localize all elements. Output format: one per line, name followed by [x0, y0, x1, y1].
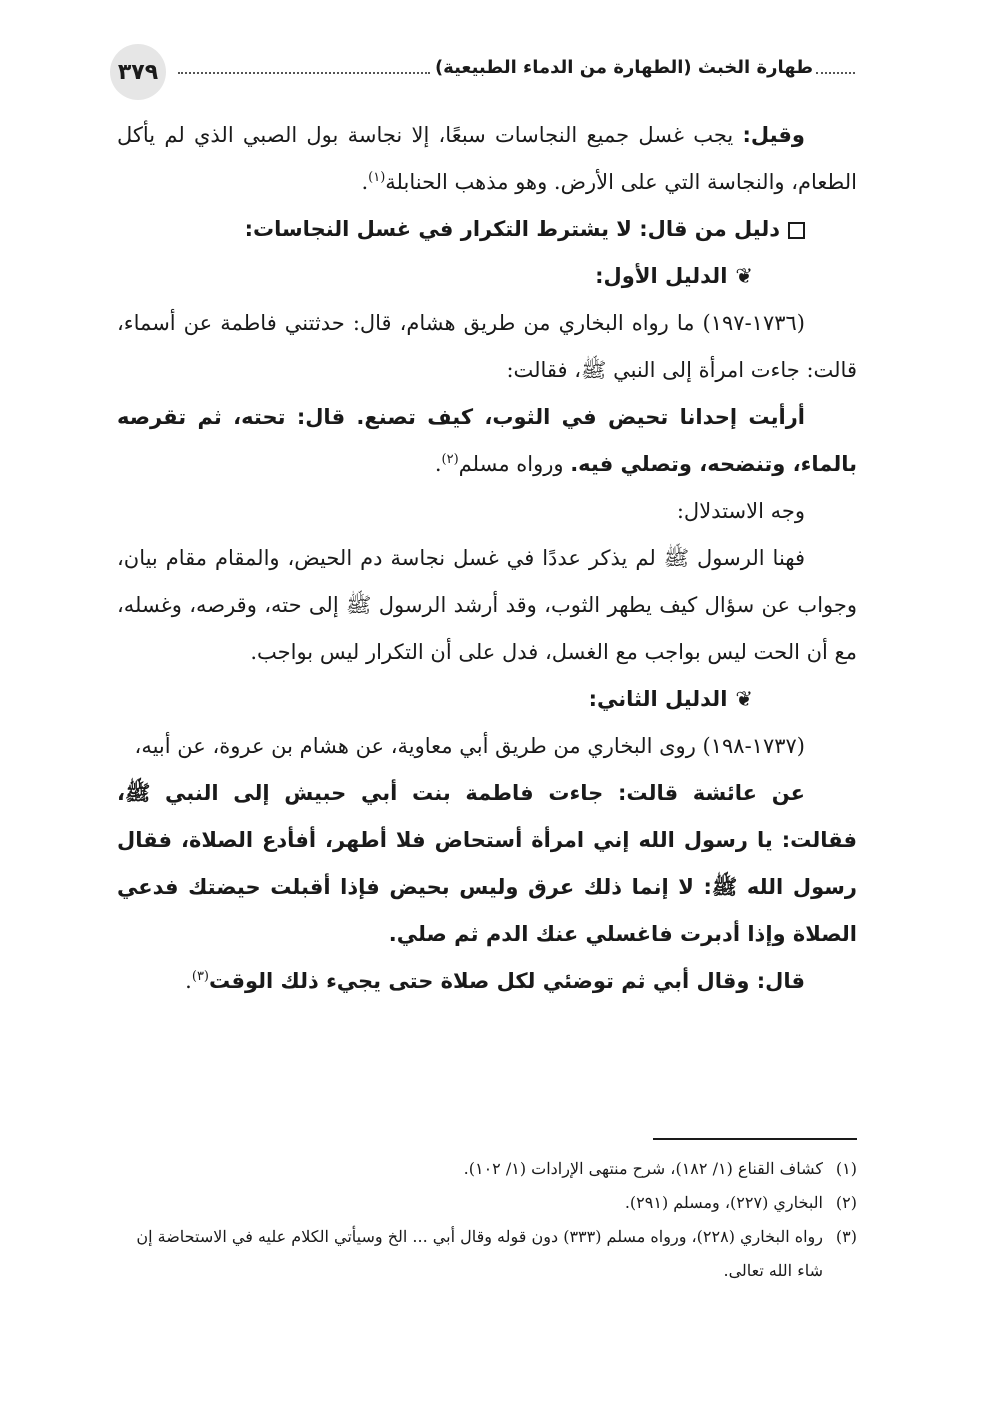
- main-text: [117, 112, 857, 1005]
- inference-text: فهنا الرسول ﷺ لم يذكر عددًا في غسل نجاسة دم الحيض، والمقام مقام بيان، وجواب عن سؤال كيف يطهر الثوب، وقد أرشد الرسول ﷺ إلى حته، وقرصه، وغسله، مع أن الحت ليس بواجب مع الغسل، فدل على أن التكرار ليس بواجب.: [117, 546, 857, 664]
- page-number: ٣٧٩: [110, 44, 166, 100]
- footnote-ref-2[interactable]: (٢): [441, 452, 459, 467]
- checkbox-square-icon: [788, 222, 805, 239]
- footnote-number: (٣): [835, 1227, 857, 1246]
- evidence-heading-2: [117, 676, 857, 723]
- section-heading-text: دليل من قال: لا يشترط التكرار في غسل النجاسات:: [244, 217, 780, 241]
- evidence-heading-2-text: الدليل الثاني:: [588, 687, 728, 711]
- footnote-2: [117, 1186, 857, 1220]
- footnote-text: رواه البخاري (٢٢٨)، ورواه مسلم (٣٣٣) دون قوله وقال أبي ... الخ وسيأتي الكلام عليه في الاستحاضة إن شاء الله تعالى.: [136, 1227, 823, 1280]
- footnote-ref-1[interactable]: (١): [368, 170, 386, 185]
- footnote-3: [117, 1220, 857, 1288]
- punct: .: [185, 969, 192, 993]
- footnote-text: البخاري (٢٢٧)، ومسلم (٢٩١).: [624, 1193, 823, 1212]
- paragraph-opinion: [117, 112, 857, 206]
- leaf-ornament-icon: ❦: [735, 687, 753, 711]
- footnote-1: [117, 1152, 857, 1186]
- punct: .: [361, 170, 369, 194]
- hadith-2-chain: (١٧٣٧-١٩٨) روى البخاري من طريق أبي معاوية، عن هشام بن عروة، عن أبيه،: [134, 734, 805, 758]
- hadith-1-chain: (١٧٣٦-١٩٧) ما رواه البخاري من طريق هشام، قال: حدثتني فاطمة عن أسماء، قالت: جاءت امرأة إلى النبي ﷺ، فقالت:: [117, 311, 857, 382]
- opinion-text: يجب غسل جميع النجاسات سبعًا، إلا نجاسة بول الصبي الذي لم يأكل الطعام، والنجاسة التي على الأرض. وهو مذهب الحنابلة: [117, 123, 857, 194]
- header-dotted-leader-right: [816, 72, 855, 74]
- punct: .: [434, 452, 442, 476]
- footnote-number: (٢): [835, 1193, 857, 1212]
- page-header: [110, 44, 855, 100]
- header-dotted-leader: [178, 72, 430, 74]
- evidence-heading-1-text: الدليل الأول:: [595, 264, 728, 288]
- running-title: طهارة الخبث (الطهارة من الدماء الطبيعية): [434, 57, 814, 78]
- hadith-1-matn: أرأيت إحدانا تحيض في الثوب، كيف تصنع. قال: تحته، ثم تقرصه بالماء، وتنضحه، وتصلي فيه.: [117, 405, 857, 476]
- footnotes: [117, 1152, 857, 1288]
- section-heading: [117, 206, 857, 253]
- hadith-2-addition: [117, 958, 857, 1005]
- footnote-number: (١): [835, 1159, 857, 1178]
- hadith-2-addition-text: قال: وقال أبي ثم توضئي لكل صلاة حتى يجيء ذلك الوقت: [209, 969, 805, 993]
- evidence-heading-1: [117, 253, 857, 300]
- footnote-text: كشاف القناع (١/ ١٨٢)، شرح منتهى الإرادات (١/ ١٠٢).: [463, 1159, 823, 1178]
- hadith-1-source: ورواه مسلم: [458, 452, 571, 476]
- leaf-ornament-icon: ❦: [735, 264, 753, 288]
- opinion-lead: وقيل:: [742, 123, 805, 147]
- inference-label: وجه الاستدلال:: [676, 499, 805, 523]
- hadith-2-matn: عن عائشة قالت: جاءت فاطمة بنت أبي حبيش إلى النبي ﷺ، فقالت: يا رسول الله إني امرأة أستحاض فلا أطهر، أفأدع الصلاة، فقال رسول الله ﷺ: لا إنما ذلك عرق وليس بحيض فإذا أقبلت حيضتك فدعي الصلاة وإذا أدبرت فاغسلي عنك الدم ثم صلي.: [117, 781, 857, 946]
- hadith-1-text: [117, 394, 857, 488]
- footnote-separator: [653, 1138, 857, 1140]
- footnote-ref-3[interactable]: (٣): [191, 969, 209, 984]
